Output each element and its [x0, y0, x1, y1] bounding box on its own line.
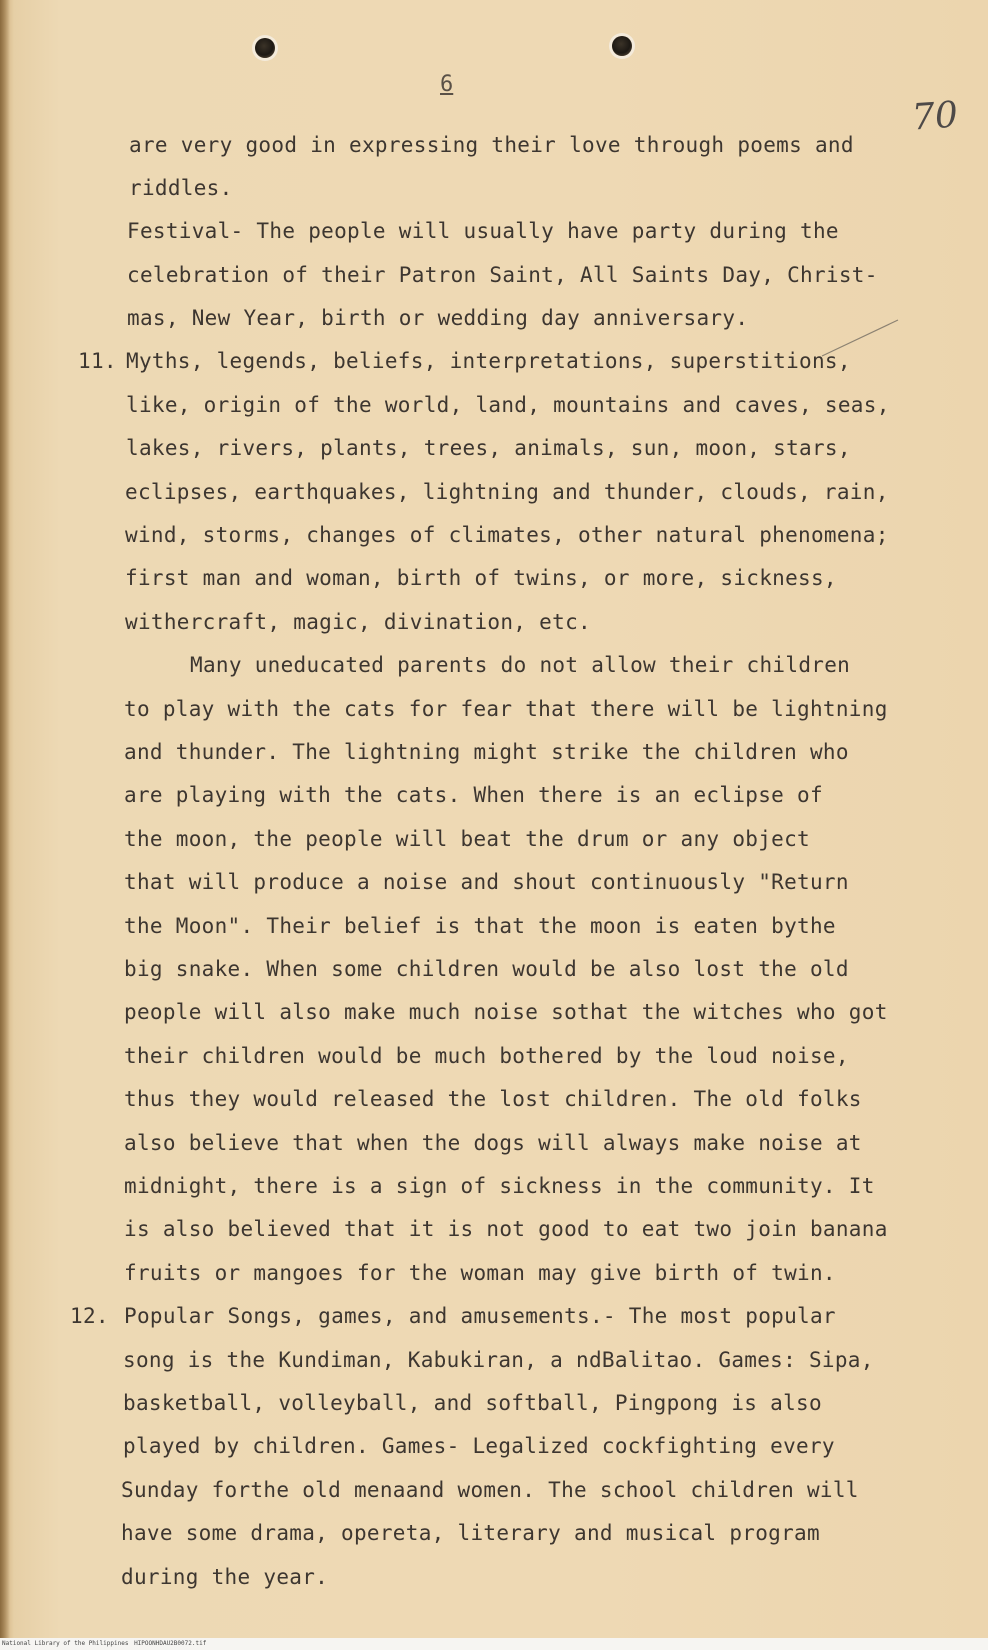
text-line: celebration of their Patron Saint, All Saints Day, Christ-	[127, 263, 878, 287]
text-line: Many uneducated parents do not allow their children	[190, 653, 851, 677]
text-line: played by children. Games- Legalized cockfighting every	[123, 1434, 835, 1458]
scan-footer	[0, 1638, 988, 1650]
text-line: that will produce a noise and shout continuously "Return	[124, 870, 849, 894]
punch-hole-icon	[255, 38, 275, 58]
punch-hole-icon	[612, 36, 632, 56]
text-line: people will also make much noise sothat the witches who got	[124, 1000, 888, 1024]
text-line: eclipses, earthquakes, lightning and thunder, clouds, rain,	[125, 480, 889, 504]
text-line: like, origin of the world, land, mountains and caves, seas,	[126, 393, 890, 417]
text-line: their children would be much bothered by the loud noise,	[124, 1044, 849, 1068]
text-line: Festival- The people will usually have party during the	[127, 219, 839, 243]
footer-library: National Library of the Philippines	[2, 1640, 129, 1647]
text-line: big snake. When some children would be also lost the old	[124, 957, 849, 981]
binding-edge-shadow	[0, 0, 10, 1638]
footer-file: HIPOONHDAU2B0072.tif	[134, 1640, 207, 1647]
text-line: mas, New Year, birth or wedding day anniversary.	[127, 306, 749, 330]
text-line: Myths, legends, beliefs, interpretations, superstitions,	[126, 349, 851, 373]
text-line: also believe that when the dogs will always make noise at	[124, 1131, 862, 1155]
text-line: is also believed that it is not good to eat two join banana	[124, 1217, 888, 1241]
text-line: lakes, rivers, plants, trees, animals, sun, moon, stars,	[126, 436, 851, 460]
text-line: Popular Songs, games, and amusements.- The most popular	[124, 1304, 836, 1328]
text-line: to play with the cats for fear that there will be lightning	[124, 697, 888, 721]
text-line: thus they would released the lost children. The old folks	[124, 1087, 862, 1111]
archive-page-number: 70	[910, 94, 960, 139]
text-line: fruits or mangoes for the woman may give birth of twin.	[124, 1261, 836, 1285]
text-line: the moon, the people will beat the drum or any object	[124, 827, 810, 851]
text-line: during the year.	[121, 1565, 329, 1589]
item-number-12: 12.	[70, 1304, 109, 1328]
text-line: the Moon". Their belief is that the moon is eaten bythe	[124, 914, 836, 938]
text-line: first man and woman, birth of twins, or more, sickness,	[125, 566, 837, 590]
text-line: are playing with the cats. When there is an eclipse of	[124, 783, 823, 807]
text-line: are very good in expressing their love through poems and	[129, 133, 854, 157]
text-line: song is the Kundiman, Kabukiran, a ndBalitao. Games: Sipa,	[123, 1348, 874, 1372]
text-line: have some drama, opereta, literary and musical program	[121, 1521, 820, 1545]
text-line: riddles.	[129, 176, 233, 200]
text-line: and thunder. The lightning might strike the children who	[124, 740, 849, 764]
text-line: midnight, there is a sign of sickness in the community. It	[124, 1174, 875, 1198]
text-line: basketball, volleyball, and softball, Pingpong is also	[123, 1391, 822, 1415]
text-line: wind, storms, changes of climates, other natural phenomena;	[125, 523, 889, 547]
item-number-11: 11.	[78, 349, 117, 373]
page-number: 6	[440, 72, 454, 97]
text-line: withercraft, magic, divination, etc.	[125, 610, 591, 634]
text-line: Sunday forthe old menaand women. The school children will	[121, 1478, 859, 1502]
